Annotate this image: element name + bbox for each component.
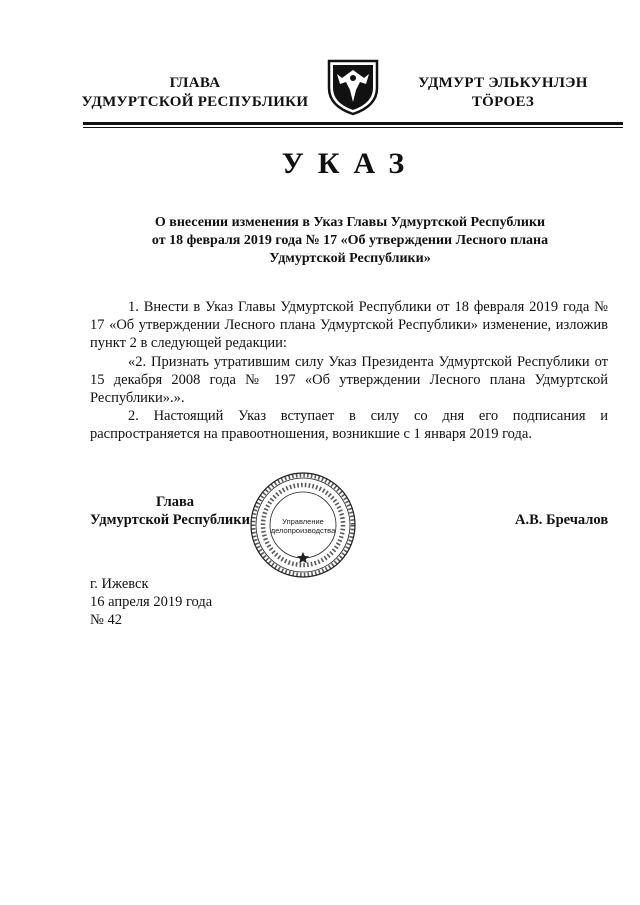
paragraph-2: «2. Признать утратившим силу Указ Президента Удмуртской Республики от 15 декабря 2008 года № 197 «Об утверждении Лесного плана Удмуртской Республики».». bbox=[90, 353, 608, 407]
footer-city: г. Ижевск bbox=[90, 576, 149, 592]
paragraph-3: 2. Настоящий Указ вступает в силу со дня его подписания и распространяется на правоотношения, возникшие с 1 января 2019 года. bbox=[90, 408, 608, 443]
header-right-line2: ТÖРОЕЗ bbox=[471, 94, 535, 110]
header-right bbox=[390, 74, 616, 112]
header-right-line1: УДМУРТ ЭЛЬКУНЛЭН bbox=[418, 75, 588, 91]
header-rule-thin bbox=[83, 127, 623, 128]
footer-number: № 42 bbox=[90, 612, 122, 628]
paragraph-1: 1. Внести в Указ Главы Удмуртской Республики от 18 февраля 2019 года № 17 «Об утверждении Лесного плана Удмуртской Республики» изменение, изложив пункт 2 в следующей редакции: bbox=[90, 299, 608, 352]
subject-line-1: О внесении изменения в Указ Главы Удмуртской Республики bbox=[154, 215, 546, 230]
subject-line-2: от 18 февраля 2019 года № 17 «Об утверждении Лесного плана bbox=[151, 233, 549, 248]
signature-title-line1: Глава bbox=[156, 494, 195, 510]
footer-date: 16 апреля 2019 года bbox=[90, 594, 213, 610]
document-title: УКАЗ bbox=[281, 147, 419, 180]
subject-line-3: Удмуртской Республики» bbox=[269, 251, 431, 266]
document-subject bbox=[110, 214, 590, 268]
header-left bbox=[60, 74, 330, 112]
signature-title-line2: Удмуртской Республики bbox=[90, 512, 250, 528]
official-stamp bbox=[248, 470, 358, 580]
stamp-line-1: Управление bbox=[282, 517, 324, 526]
header-left-line2: УДМУРТСКОЙ РЕСПУБЛИКИ bbox=[81, 94, 309, 110]
header-rule-thick bbox=[83, 122, 623, 125]
coat-of-arms-icon bbox=[326, 58, 380, 116]
document-footer bbox=[90, 575, 212, 629]
header-left-line1: ГЛАВА bbox=[169, 75, 221, 91]
stamp-line-2: делопроизводства bbox=[270, 526, 336, 535]
document-body bbox=[90, 298, 608, 444]
signatory-name: А.В. Бречалов bbox=[515, 512, 609, 528]
